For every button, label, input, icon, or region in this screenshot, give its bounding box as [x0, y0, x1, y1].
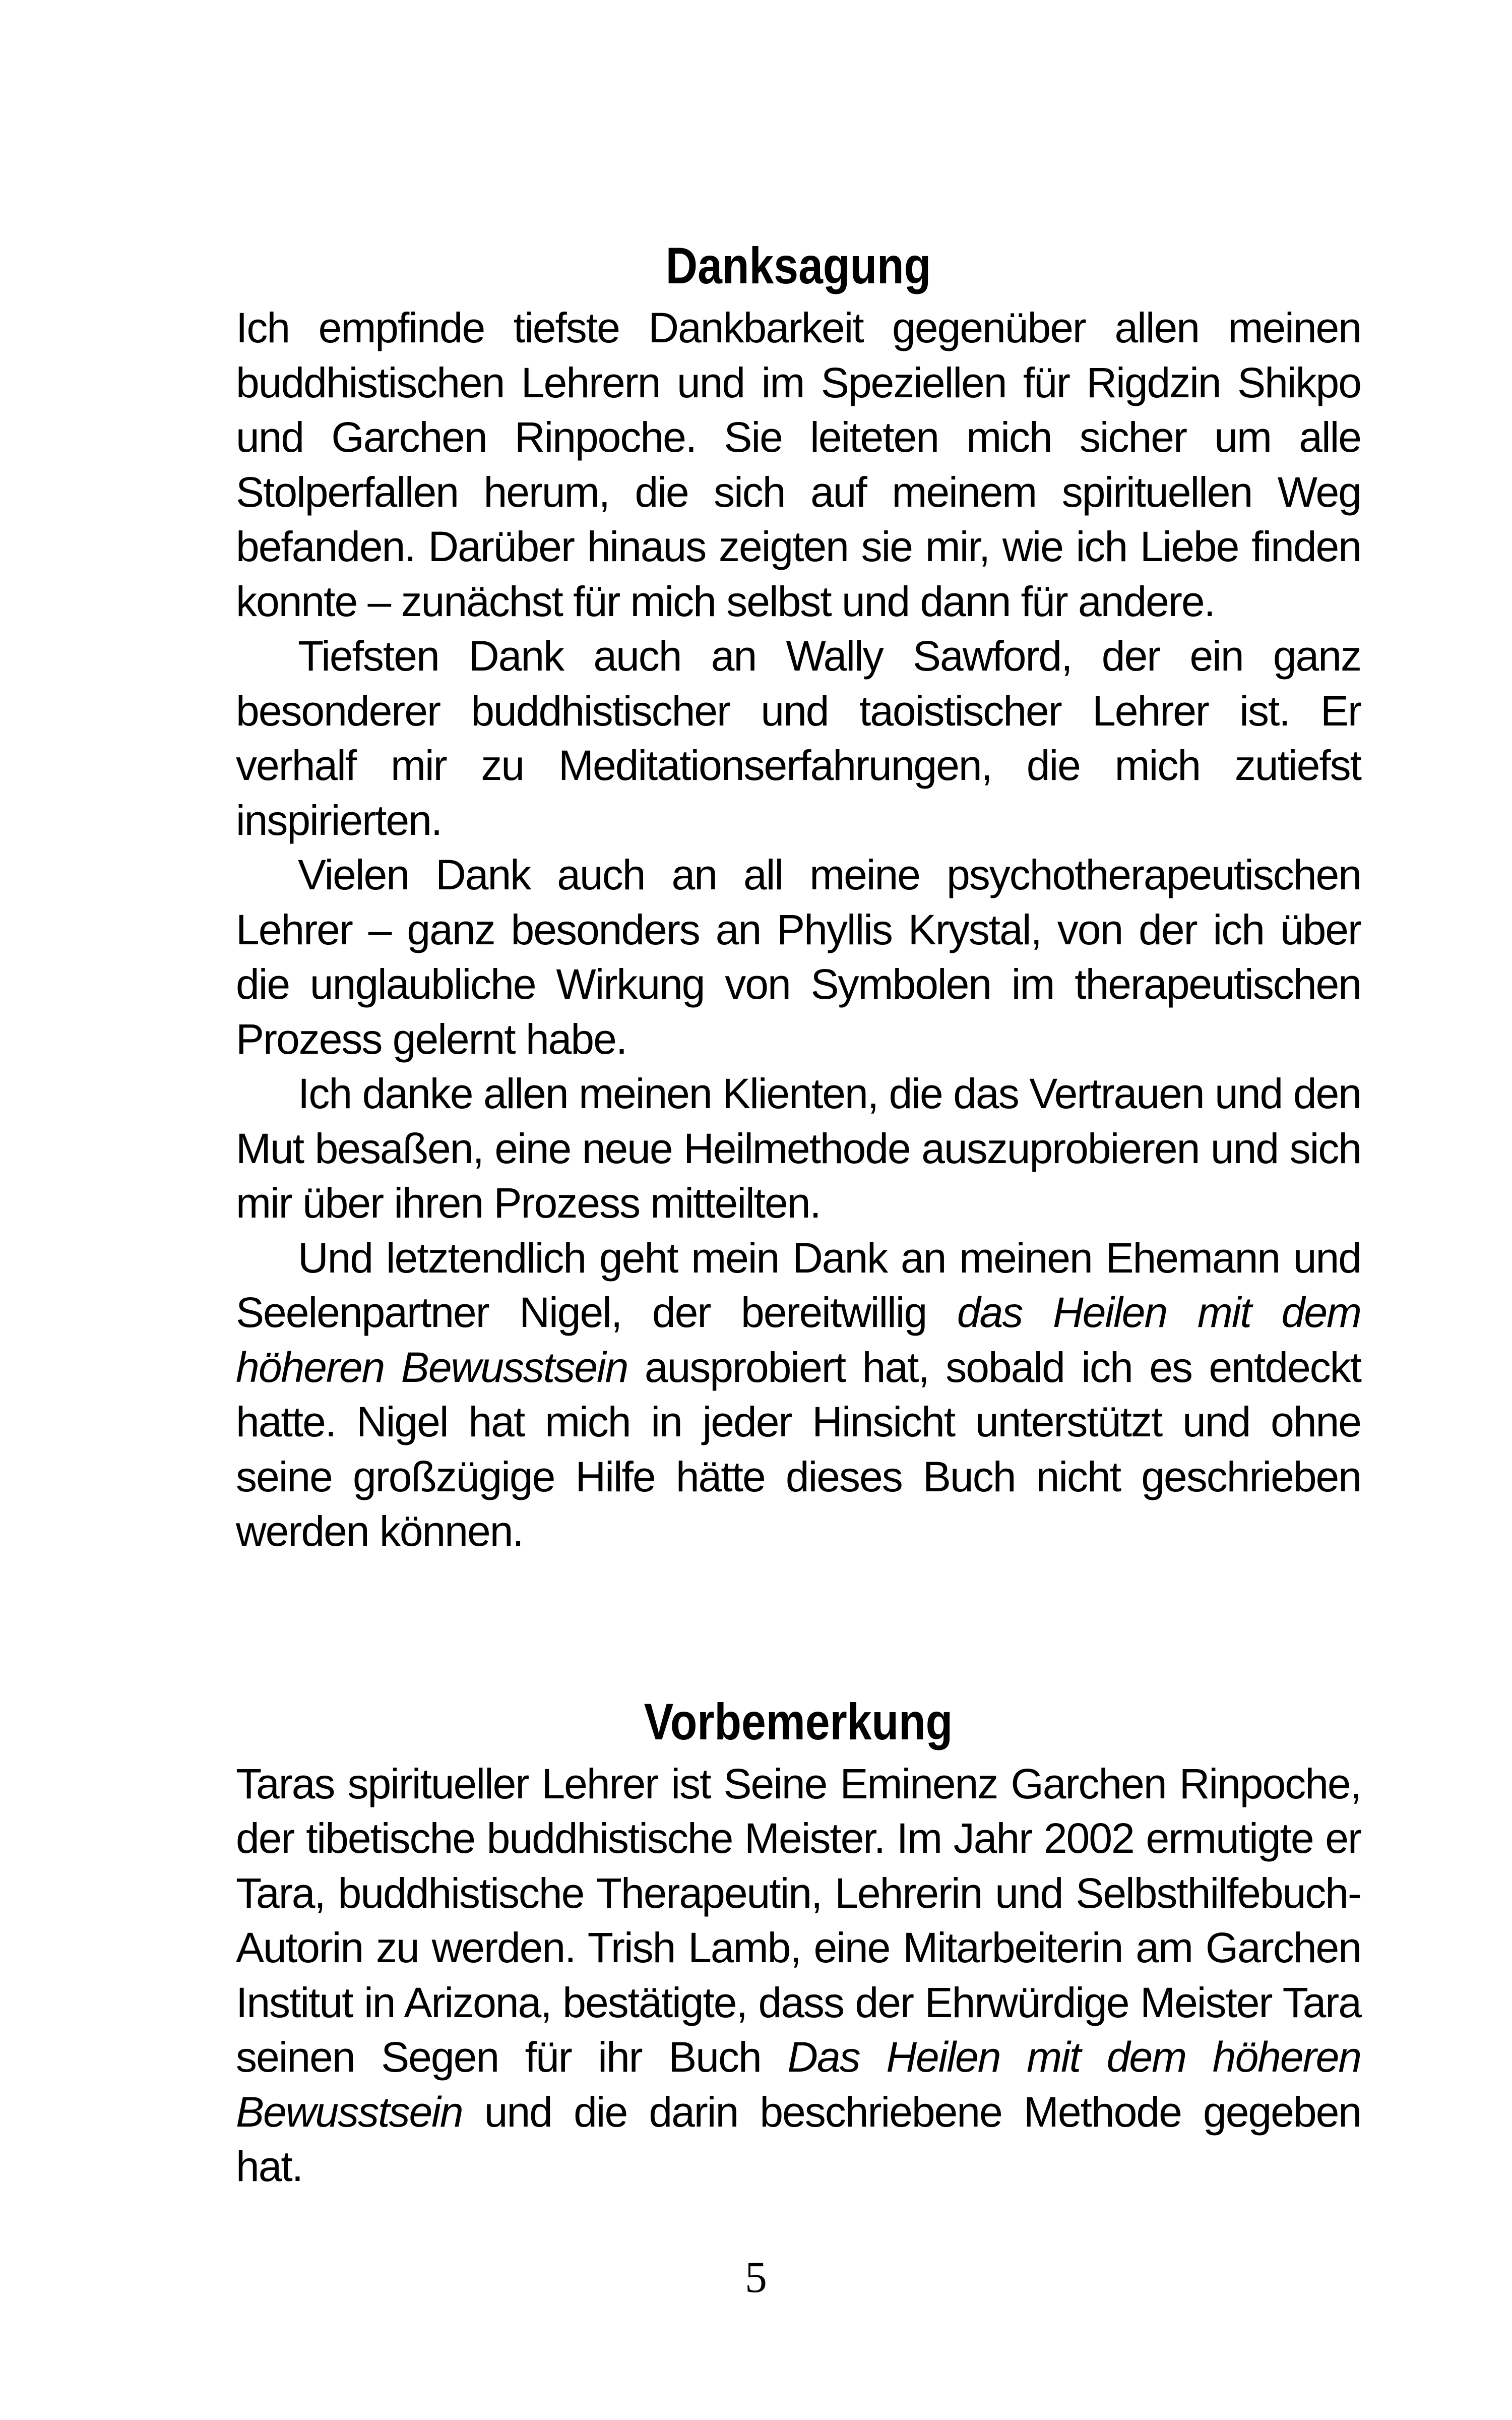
paragraph-text: Taras spiritueller Lehrer ist Seine Eminenz Garchen Rinpoche, der tibetische buddhistische Meister. Im Jahr 2002 ermutigte er Tara, buddhistische Therapeutin, Lehrerin und Selbsthilfebuch-Autorin zu werden. Trish Lamb, eine Mitarbeiterin am Garchen Institut in Arizona, bestätigte, dass der Ehrwürdige Meister Tara seinen Segen für ihr Buch: [236, 1760, 1361, 2081]
paragraph: [236, 1231, 1361, 1559]
paragraph: Tiefsten Dank auch an Wally Sawford, der ein ganz besonderer buddhistischer und taoistischer Lehrer ist. Er verhalf mir zu Meditationserfahrungen, die mich zutiefst inspirierten.: [236, 632, 1361, 844]
paragraph: [236, 1757, 1361, 2194]
section-spacer: [236, 1559, 1361, 1689]
paragraph-text: Und letztendlich geht mein Dank an meinen Ehemann und Seelenpartner Nigel, der bereitwillig: [236, 1234, 1361, 1336]
section-heading-danksagung: Danksagung: [665, 237, 931, 294]
paragraph-text: und die darin beschriebene Methode gegeben hat.: [236, 2088, 1361, 2190]
book-title-italic: Das Heilen mit dem höheren Bewusstsein: [236, 2033, 1361, 2136]
paragraph: Ich empfinde tiefste Dankbarkeit gegenüber allen meinen buddhistischen Lehrern und im Speziellen für Rigdzin Shikpo und Garchen Rinpoche. Sie leiteten mich sicher um alle Stolperfallen herum, die sich auf meinem spirituellen Weg befanden. Darüber hinaus zeigten sie mir, wie ich Liebe finden konnte – zunächst für mich selbst und dann für andere.: [236, 304, 1361, 625]
paragraph: Vielen Dank auch an all meine psychotherapeutischen Lehrer – ganz besonders an Phyllis Krystal, von der ich über die unglaubliche Wirkung von Symbolen im therapeutischen Prozess gelernt habe.: [236, 851, 1361, 1063]
page-content: [236, 233, 1361, 2194]
section-heading-vorbemerkung: Vorbemerkung: [644, 1692, 953, 1750]
paragraph-text: ausprobiert hat, sobald ich es entdeckt hatte. Nigel hat mich in jeder Hinsicht unterstützt und ohne seine großzügige Hilfe hätte dieses Buch nicht geschrieben werden können.: [236, 1343, 1361, 1555]
book-title-italic: das Heilen mit dem höheren Bewusstsein: [236, 1289, 1361, 1391]
page-number: 5: [745, 2253, 767, 2302]
paragraph: Ich danke allen meinen Klienten, die das Vertrauen und den Mut besaßen, eine neue Heilmethode auszuprobieren und sich mir über ihren Prozess mitteilten.: [236, 1070, 1361, 1227]
